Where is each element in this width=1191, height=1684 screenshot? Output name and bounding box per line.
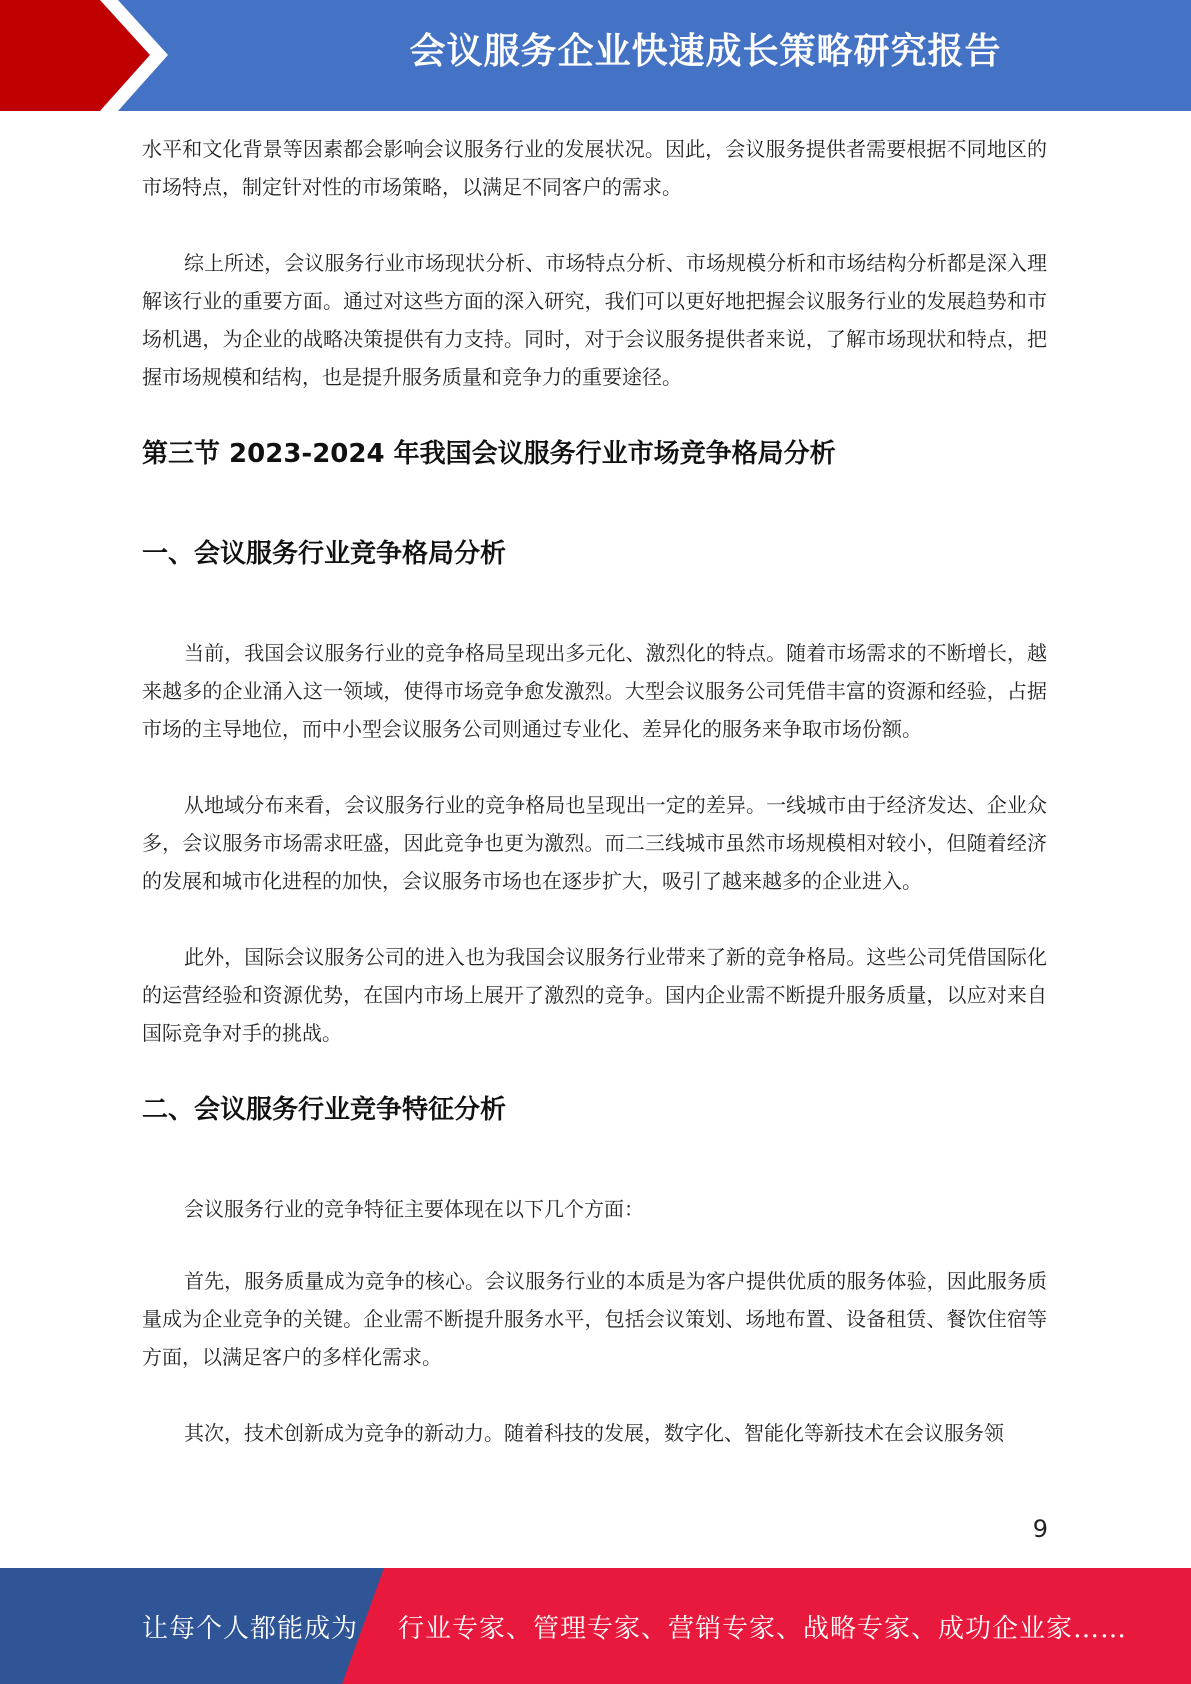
footer-slogan-left: 让每个人都能成为 — [142, 1614, 359, 1644]
paragraph-1: 水平和文化背景等因素都会影响会议服务行业的发展状况。因此，会议服务提供者需要根据不同地区的市场特点，制定针对性的市场策略，以满足不同客户的需求。 — [142, 137, 1047, 199]
paragraph-6: 会议服务行业的竞争特征主要体现在以下几个方面： — [184, 1197, 644, 1221]
subsection-title-2: 二、会议服务行业竞争特征分析 — [142, 1095, 507, 1125]
footer-banner — [0, 1568, 1191, 1684]
page-number: 9 — [1032, 1515, 1048, 1543]
paragraph-5: 此外，国际会议服务公司的进入也为我国会议服务行业带来了新的竞争格局。这些公司凭借国际化的运营经验和资源优势，在国内市场上展开了激烈的竞争。国内企业需不断提升服务质量，以应对来自国际竞争对手的挑战。 — [142, 945, 1047, 1045]
paragraph-2: 综上所述，会议服务行业市场现状分析、市场特点分析、市场规模分析和市场结构分析都是深入理解该行业的重要方面。通过对这些方面的深入研究，我们可以更好地把握会议服务行业的发展趋势和市场机遇，为企业的战略决策提供有力支持。同时，对于会议服务提供者来说，了解市场现状和特点，把握市场规模和结构，也是提升服务质量和竞争力的重要途径。 — [142, 251, 1047, 389]
subsection-title-1: 一、会议服务行业竞争格局分析 — [142, 539, 507, 569]
paragraph-4: 从地域分布来看，会议服务行业的竞争格局也呈现出一定的差异。一线城市由于经济发达、企业众多，会议服务市场需求旺盛，因此竞争也更为激烈。而二三线城市虽然市场规模相对较小，但随着经济的发展和城市化进程的加快，会议服务市场也在逐步扩大，吸引了越来越多的企业进入。 — [142, 793, 1047, 893]
page-content — [142, 130, 1047, 1490]
paragraph-3: 当前，我国会议服务行业的竞争格局呈现出多元化、激烈化的特点。随着市场需求的不断增长，越来越多的企业涌入这一领域，使得市场竞争愈发激烈。大型会议服务公司凭借丰富的资源和经验，占据市场的主导地位，而中小型会议服务公司则通过专业化、差异化的服务来争取市场份额。 — [142, 641, 1047, 741]
report-title: 会议服务企业快速成长策略研究报告 — [409, 31, 1002, 72]
section-title: 第三节 2023-2024 年我国会议服务行业市场竞争格局分析 — [142, 439, 836, 469]
paragraph-8: 其次，技术创新成为竞争的新动力。随着科技的发展，数字化、智能化等新技术在会议服务领 — [184, 1421, 1004, 1445]
header-banner — [0, 0, 1191, 111]
footer-slogan-right: 行业专家、管理专家、营销专家、战略专家、成功企业家…… — [398, 1614, 1128, 1644]
paragraph-7: 首先，服务质量成为竞争的核心。会议服务行业的本质是为客户提供优质的服务体验，因此服务质量成为企业竞争的关键。企业需不断提升服务水平，包括会议策划、场地布置、设备租赁、餐饮住宿等方面，以满足客户的多样化需求。 — [142, 1269, 1047, 1369]
